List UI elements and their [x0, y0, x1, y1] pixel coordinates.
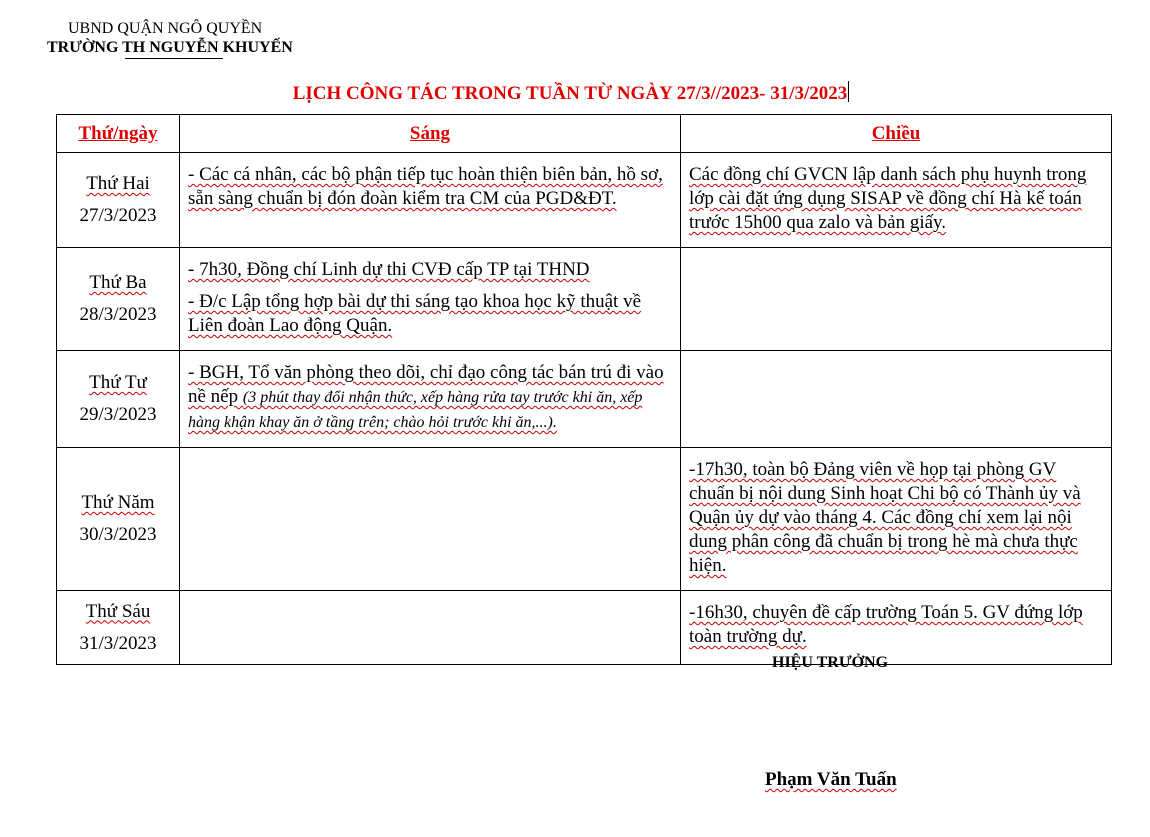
- afternoon-cell: [681, 351, 1112, 448]
- morning-cell: [180, 591, 681, 665]
- afternoon-cell: [681, 448, 1112, 591]
- day-date: 28/3/2023: [79, 304, 157, 325]
- morning-item-note: (3 phút thay đổi nhận thức, xếp hàng rửa tay trước khi ăn, xếp hàng khận khay ăn ở tầng trên; chào hỏi trước khi ăn,...).: [188, 389, 643, 431]
- table-header-row: [57, 115, 1112, 153]
- morning-item: - Các cá nhân, các bộ phận tiếp tục hoàn thiện biên bản, hồ sơ, sẵn sàng chuẩn bị đón đoàn kiểm tra CM của PGD&ĐT.: [188, 164, 663, 209]
- principal-name: Phạm Văn Tuấn: [765, 769, 897, 790]
- afternoon-item: -16h30, chuyên đề cấp trường Toán 5. GV đứng lớp toàn trường dự.: [689, 602, 1083, 647]
- morning-cell: [180, 351, 681, 448]
- table-row: [57, 153, 1112, 248]
- day-date: 29/3/2023: [79, 404, 157, 425]
- column-header-day: Thứ/ngày: [57, 115, 180, 153]
- day-date: 31/3/2023: [79, 632, 157, 654]
- org-name-line1: UBND QUẬN NGÔ QUYỀN: [68, 20, 263, 37]
- morning-cell: [180, 448, 681, 591]
- day-date: 30/3/2023: [79, 524, 157, 545]
- schedule-table: [56, 114, 1112, 665]
- afternoon-item: Các đồng chí GVCN lập danh sách phụ huynh trong lớp cài đặt ứng dụng SISAP về đồng chí Hà kế toán trước 15h00 qua zalo và bản giấy.: [689, 164, 1087, 233]
- day-name: Thứ Năm: [81, 492, 155, 513]
- day-name: Thứ Tư: [89, 372, 147, 393]
- afternoon-cell: [681, 248, 1112, 351]
- day-cell: [57, 448, 180, 591]
- morning-item: - Đ/c Lập tổng hợp bài dự thi sáng tạo khoa học kỹ thuật về Liên đoàn Lao động Quận.: [188, 291, 642, 336]
- day-name: Thứ Sáu: [85, 600, 151, 622]
- school-name-underline: [125, 58, 223, 59]
- column-header-afternoon: Chiều: [681, 115, 1112, 153]
- text-cursor: [848, 81, 849, 102]
- morning-item: - 7h30, Đồng chí Linh dự thi CVĐ cấp TP tại THND: [188, 259, 590, 280]
- day-date: 27/3/2023: [79, 205, 157, 226]
- day-cell: [57, 591, 180, 665]
- table-row: [57, 591, 1112, 665]
- afternoon-cell: [681, 153, 1112, 248]
- column-header-morning: Sáng: [180, 115, 681, 153]
- day-cell: [57, 153, 180, 248]
- morning-item-main: - BGH, Tổ văn phòng theo dõi, chỉ đạo công tác bán trú đi vào nề nếp: [188, 362, 664, 407]
- afternoon-item: -17h30, toàn bộ Đảng viên về họp tại phòng GV chuẩn bị nội dung Sinh hoạt Chi bộ có Thành ủy và Quận ủy dự vào tháng 4. Các đồng chí xem lại nội dung phân công đã chuẩn bị trong hè mà chưa thực hiện.: [689, 459, 1081, 576]
- afternoon-cell: [681, 591, 1112, 665]
- table-row: [57, 248, 1112, 351]
- principal-title: HIỆU TRƯỞNG: [772, 654, 889, 671]
- school-name-line2: TRƯỜNG TH NGUYỄN KHUYẾN: [47, 39, 293, 56]
- morning-cell: [180, 153, 681, 248]
- day-cell: [57, 351, 180, 448]
- table-row: [57, 351, 1112, 448]
- title-text: LỊCH CÔNG TÁC TRONG TUẦN TỪ NGÀY 27/3//2023- 31/3/2023: [292, 83, 848, 104]
- day-name: Thứ Ba: [89, 272, 147, 293]
- morning-cell: [180, 248, 681, 351]
- table-row: [57, 448, 1112, 591]
- morning-item: [188, 361, 672, 435]
- day-cell: [57, 248, 180, 351]
- document-title: [0, 81, 1142, 105]
- day-name: Thứ Hai: [86, 173, 150, 194]
